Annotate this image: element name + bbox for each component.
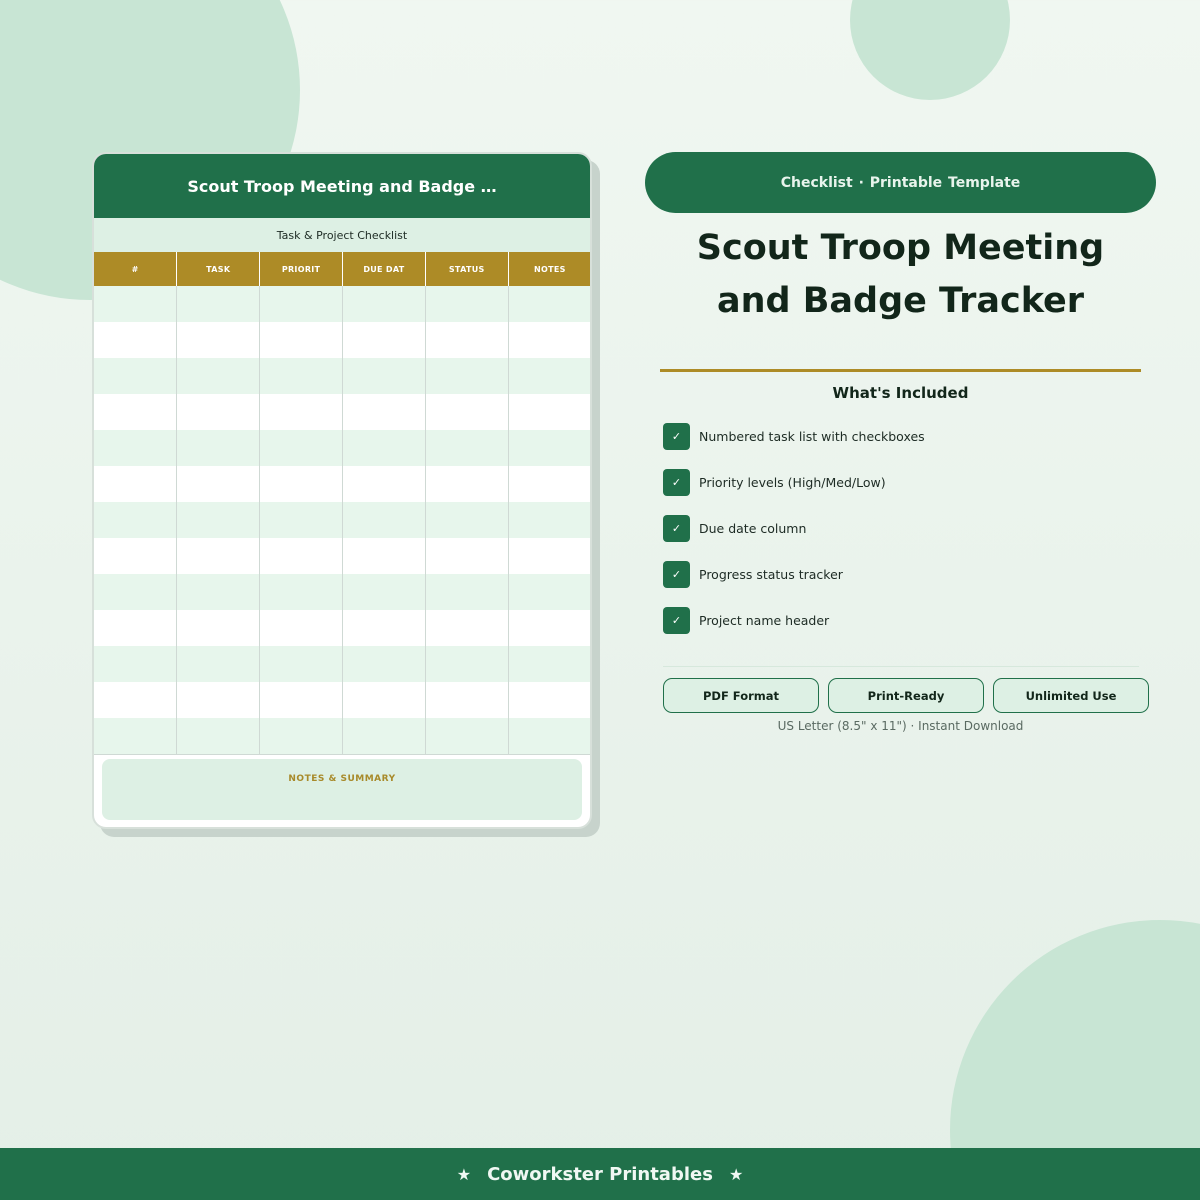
table-cell: [342, 286, 425, 322]
table-cell: [177, 394, 260, 430]
table-cell: [94, 646, 177, 682]
table-cell: [177, 718, 260, 754]
table-row: [94, 718, 591, 754]
table-cell: [508, 502, 591, 538]
table-cell: [342, 394, 425, 430]
table-cell: [260, 646, 343, 682]
sheet-title: Scout Troop Meeting and Badge …: [187, 176, 497, 196]
sheet-subtitle: [94, 218, 590, 252]
table-cell: [177, 430, 260, 466]
table-cell: [177, 682, 260, 718]
table-cell: [508, 466, 591, 502]
table-row: [94, 394, 591, 430]
table-cell: [508, 610, 591, 646]
table-cell: [508, 322, 591, 358]
table-cell: [177, 610, 260, 646]
table-row: [94, 646, 591, 682]
checkmark-icon: ✓: [663, 515, 690, 542]
checkmark-icon: ✓: [663, 423, 690, 450]
table-cell: [425, 358, 508, 394]
table-cell: [260, 574, 343, 610]
table-cell: [94, 682, 177, 718]
badge-pdf-format: PDF Format: [663, 678, 819, 713]
table-cell: [94, 466, 177, 502]
feature-label: Progress status tracker: [699, 566, 843, 582]
table-cell: [508, 538, 591, 574]
brand-name: Coworkster Printables: [487, 1163, 713, 1185]
badge-unlimited-use: Unlimited Use: [993, 678, 1149, 713]
checkmark-icon: ✓: [663, 469, 690, 496]
checkmark-icon: ✓: [663, 561, 690, 588]
feature-item: [663, 606, 1143, 634]
table-cell: [177, 322, 260, 358]
table-cell: [342, 358, 425, 394]
table-cell: [425, 610, 508, 646]
star-icon: ★: [728, 1164, 744, 1184]
product-specs: US Letter (8.5" x 11") · Instant Download: [777, 719, 1024, 733]
table-cell: [177, 538, 260, 574]
sheet-header: [94, 154, 590, 218]
feature-item: [663, 560, 1143, 588]
table-row: [94, 430, 591, 466]
table-cell: [260, 286, 343, 322]
table-row: [94, 358, 591, 394]
feature-label: Due date column: [699, 520, 807, 536]
table-row: [94, 466, 591, 502]
table-row: [94, 322, 591, 358]
table-cell: [260, 718, 343, 754]
table-cell: [94, 502, 177, 538]
table-row: [94, 682, 591, 718]
feature-item: [663, 514, 1143, 542]
table-cell: [177, 466, 260, 502]
badge-print-ready: Print-Ready: [828, 678, 984, 713]
table-cell: [260, 538, 343, 574]
table-cell: [508, 574, 591, 610]
table-cell: [260, 610, 343, 646]
table-cell: [94, 718, 177, 754]
table-cell: [260, 394, 343, 430]
table-cell: [342, 466, 425, 502]
feature-label: Project name header: [699, 612, 830, 628]
footer-banner: [0, 1148, 1200, 1200]
table-cell: [508, 358, 591, 394]
table-cell: [425, 682, 508, 718]
product-title: [645, 222, 1156, 328]
table-cell: [508, 682, 591, 718]
column-header-notes: NOTES: [508, 252, 591, 286]
column-header-priority: PRIORIT: [260, 252, 343, 286]
column-header-task: TASK: [177, 252, 260, 286]
table-cell: [342, 646, 425, 682]
table-cell: [94, 358, 177, 394]
gold-divider: [660, 369, 1141, 372]
table-cell: [425, 502, 508, 538]
feature-item: [663, 468, 1143, 496]
table-row: [94, 574, 591, 610]
table-cell: [342, 538, 425, 574]
table-cell: [177, 286, 260, 322]
table-cell: [425, 286, 508, 322]
table-cell: [508, 430, 591, 466]
table-row: [94, 610, 591, 646]
table-header-row: [94, 252, 591, 286]
table-cell: [342, 502, 425, 538]
column-header-due-date: DUE DAT: [342, 252, 425, 286]
checklist-table: [94, 252, 591, 755]
table-cell: [425, 538, 508, 574]
table-cell: [260, 502, 343, 538]
table-cell: [177, 646, 260, 682]
column-header-number: #: [94, 252, 177, 286]
feature-label: Numbered task list with checkboxes: [699, 428, 925, 444]
table-cell: [260, 430, 343, 466]
table-cell: [260, 682, 343, 718]
decorative-circle-top-right: [850, 0, 1010, 100]
whats-included-heading: What's Included: [832, 384, 969, 402]
table-cell: [425, 322, 508, 358]
product-title-line-1: Scout Troop Meeting: [696, 228, 1105, 268]
feature-item: [663, 422, 1143, 450]
table-cell: [342, 322, 425, 358]
star-icon: ★: [456, 1164, 472, 1184]
table-cell: [177, 502, 260, 538]
table-cell: [94, 538, 177, 574]
table-cell: [177, 358, 260, 394]
column-header-status: STATUS: [425, 252, 508, 286]
table-cell: [177, 574, 260, 610]
table-cell: [94, 322, 177, 358]
sheet-subtitle-text: Task & Project Checklist: [276, 228, 408, 242]
table-cell: [508, 394, 591, 430]
table-cell: [260, 322, 343, 358]
table-cell: [342, 718, 425, 754]
table-cell: [342, 574, 425, 610]
table-row: [94, 286, 591, 322]
table-cell: [425, 574, 508, 610]
format-badges: [663, 678, 1149, 713]
table-cell: [508, 286, 591, 322]
product-title-line-2: and Badge Tracker: [716, 281, 1085, 321]
table-cell: [425, 646, 508, 682]
thin-divider: [663, 666, 1139, 667]
notes-summary-label: NOTES & SUMMARY: [288, 773, 396, 784]
table-cell: [94, 610, 177, 646]
table-body: [94, 286, 591, 754]
table-cell: [425, 718, 508, 754]
category-pill: [645, 152, 1156, 213]
table-cell: [94, 394, 177, 430]
table-cell: [508, 718, 591, 754]
table-cell: [94, 286, 177, 322]
table-cell: [342, 430, 425, 466]
table-cell: [260, 466, 343, 502]
checkmark-icon: ✓: [663, 607, 690, 634]
table-cell: [342, 610, 425, 646]
category-pill-text: Checklist · Printable Template: [780, 174, 1021, 191]
table-row: [94, 502, 591, 538]
feature-list: [663, 422, 1143, 652]
table-cell: [94, 574, 177, 610]
table-cell: [425, 466, 508, 502]
table-row: [94, 538, 591, 574]
feature-label: Priority levels (High/Med/Low): [699, 474, 886, 490]
table-cell: [425, 394, 508, 430]
table-cell: [94, 430, 177, 466]
notes-summary-box: [102, 759, 582, 820]
preview-sheet: [92, 152, 592, 829]
table-cell: [508, 646, 591, 682]
table-cell: [425, 430, 508, 466]
table-cell: [260, 358, 343, 394]
table-cell: [342, 682, 425, 718]
